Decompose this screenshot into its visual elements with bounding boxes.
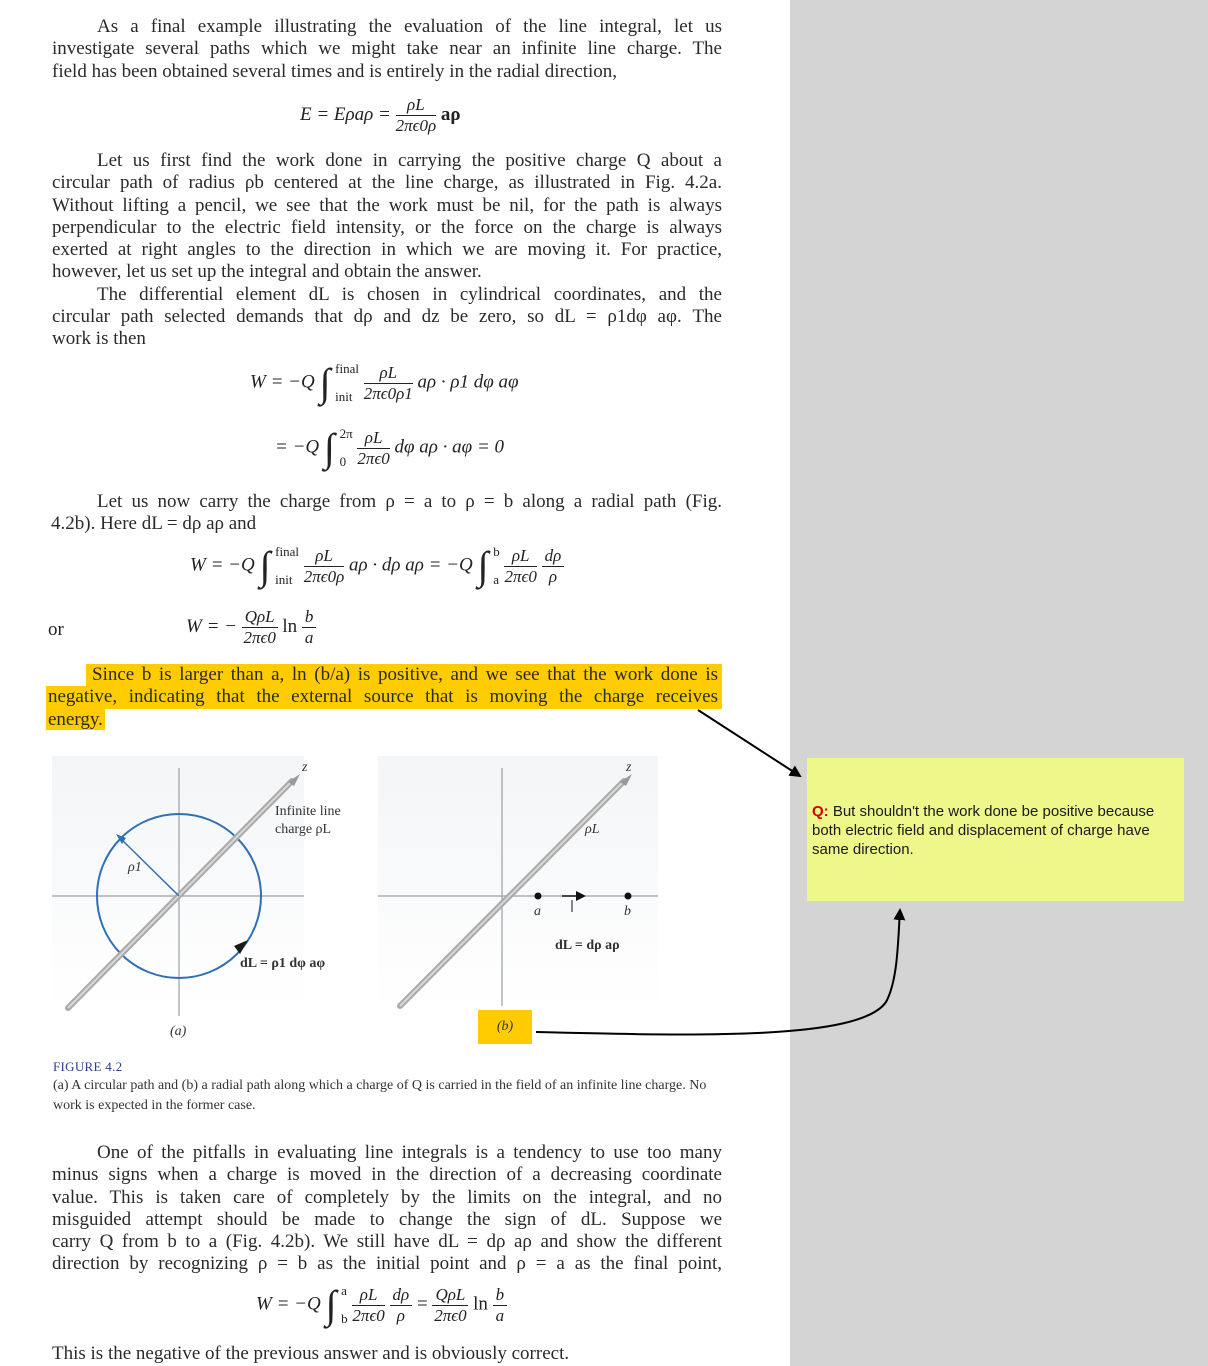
infinite-line-label: Infinite line [275, 804, 341, 819]
eq-fraction [242, 607, 278, 648]
text-line: carry Q from b to a (Fig. 4.2b). We still have dL = dρ aρ and show the different [52, 1231, 722, 1253]
equation-work-ln [186, 607, 316, 648]
dl-radial-label: dL = dρ aρ [555, 938, 620, 953]
text-line: 4.2b). Here dL = dρ aρ and [51, 513, 257, 535]
integral-sign: ∫ [323, 425, 335, 470]
text-line: exerted at right angles to the direction in which we are moving it. For practice, [52, 239, 722, 261]
annotation-side-panel [790, 0, 1208, 1366]
eq-lhs: = −Q [275, 436, 320, 458]
eq-den: a [495, 1305, 505, 1325]
equation-work-circular [250, 362, 519, 404]
note-question-label: Q: [812, 803, 829, 820]
upper-limit: final [335, 361, 359, 376]
eq-den: 2πϵ0ρ [395, 116, 437, 135]
highlighted-line: negative, indicating that the external source that is moving the charge receives [46, 686, 722, 708]
eq-den: 2πϵ0ρ1 [363, 383, 413, 403]
integral-limits [341, 1284, 348, 1326]
text-line: field has been obtained several times and is entirely in the radial direction, [52, 60, 618, 82]
text-line: investigate several paths which we might take near an infinite line charge. The [52, 38, 722, 60]
eq-lhs: W = −Q [190, 554, 255, 576]
text-line: Without lifting a pencil, we see that the work must be nil, for the path is always [52, 194, 722, 216]
eq-num: QρL [432, 1285, 468, 1306]
eq-fraction [357, 428, 389, 469]
lower-limit: init [335, 389, 353, 404]
sticky-note[interactable] [807, 758, 1184, 901]
paragraph-1 [52, 16, 722, 83]
eq-lhs: W = −Q [256, 1293, 321, 1315]
figure-caption-title: FIGURE 4.2 [53, 1059, 123, 1074]
paragraph-7 [52, 1343, 722, 1365]
eq-fraction [302, 607, 317, 648]
eq-den: 2πϵ0 [504, 566, 537, 586]
integral-limits [493, 545, 500, 587]
eq-den: a [304, 628, 314, 647]
text-line: however, let us set up the integral and obtain the answer. [52, 261, 482, 283]
figure-4-2 [52, 756, 722, 1048]
highlighted-paragraph [46, 664, 722, 731]
dl-arrowhead [576, 891, 586, 901]
panel-a-label: (a) [170, 1024, 187, 1039]
note-question-text: But shouldn't the work done be positive because both electric field and displacement of charge have same direction. [812, 803, 1155, 858]
eq-den: 2πϵ0 [357, 448, 390, 468]
text-line: misguided attempt should be made to change the sign of dL. Suppose we [52, 1208, 722, 1230]
point-b-dot [625, 893, 632, 900]
equation-work-circular-result [275, 427, 504, 469]
figure-caption-text: (a) A circular path and (b) a radial path along which a charge of Q is carried in the field of an infinite line charge. No work is expected in the former case. [53, 1078, 707, 1113]
equation-work-reverse [256, 1284, 507, 1326]
lower-limit: a [493, 572, 500, 587]
z-label-b: z [626, 760, 632, 775]
text-line: Let us first find the work done in carrying the positive charge Q about a [97, 150, 722, 171]
eq-num: ρL [357, 428, 389, 449]
line-charge-a-highlight [68, 781, 292, 1008]
integral-sign: ∫ [477, 543, 489, 588]
integral-sign: ∫ [325, 1282, 337, 1327]
eq-rhs: aρ [440, 103, 461, 125]
text-line: minus signs when a charge is moved in the direction of a decreasing coordinate [52, 1164, 722, 1186]
eq-fraction [504, 546, 536, 587]
eq-num: ρL [364, 363, 413, 384]
integral-limits [340, 427, 353, 469]
upper-limit: a [341, 1283, 347, 1298]
eq-fraction [352, 1285, 384, 1326]
sticky-note-text [812, 802, 1177, 859]
highlighted-line: Since b is larger than a, ln (b/a) is positive, and we see that the work done is [86, 664, 722, 686]
eq-fraction [493, 1285, 508, 1326]
text-line: circular path of radius ρb centered at the line charge, as illustrated in Fig. 4.2a. [52, 172, 722, 194]
paragraph-4 [52, 491, 722, 536]
line-charge-b-highlight [400, 781, 624, 1006]
eq-num: ρL [396, 95, 437, 116]
integral-sign: ∫ [319, 360, 331, 405]
eq-num: ρL [504, 546, 536, 567]
integral-limits [335, 362, 359, 404]
eq-den: 2πϵ0ρ [303, 566, 345, 586]
circle-arrowhead [234, 940, 248, 954]
eq-den: 2πϵ0 [434, 1305, 467, 1325]
z-label-a: z [302, 760, 308, 775]
text-line: circular path selected demands that dρ and dz be zero, so dL = ρ1dφ aφ. The [52, 306, 722, 328]
text-line: The differential element dL is chosen in cylindrical coordinates, and the [97, 283, 722, 305]
eq-ln: ln [282, 615, 298, 637]
eq-mid: aρ · dρ aρ = −Q [349, 554, 473, 576]
text-line: work is then [52, 328, 146, 350]
lower-limit: init [275, 572, 293, 587]
eq-fraction [542, 546, 565, 587]
lower-limit: b [341, 1311, 348, 1326]
upper-limit: b [493, 544, 500, 559]
upper-limit: final [275, 544, 299, 559]
eq-den: 2πϵ0 [352, 1305, 385, 1325]
point-a-dot [535, 893, 542, 900]
eq-fraction [396, 95, 437, 136]
eq-den: ρ [396, 1305, 405, 1325]
rho1-label: ρ1 [128, 860, 142, 875]
text-line: direction by recognizing ρ = b as the initial point and ρ = a as the final point, [52, 1253, 722, 1275]
point-b-label: b [624, 904, 631, 919]
eq-num: b [493, 1285, 508, 1306]
text-line: As a final example illustrating the evaluation of the line integral, let us [97, 16, 722, 37]
eq-den: 2πϵ0 [243, 628, 276, 647]
text-line: value. This is taken care of completely by the limits on the integral, and no [52, 1186, 722, 1208]
text-line: This is the negative of the previous answer and is obviously correct. [52, 1343, 570, 1364]
rhoL-label: ρL [585, 822, 600, 837]
eq-ln: ln [473, 1293, 488, 1315]
eq-num: b [302, 607, 317, 628]
paragraph-2 [52, 150, 722, 351]
text-line [46, 709, 722, 731]
charge-label: charge ρL [275, 822, 332, 837]
text-line: perpendicular to the electric field intensity, or the force on the charge is always [52, 216, 722, 238]
figure-drawing [52, 756, 722, 1048]
eq-fraction [364, 363, 413, 404]
or-label: or [48, 619, 64, 640]
eq-lhs: W = − [186, 615, 237, 637]
eq-lhs: E = Eρaρ = [300, 103, 391, 125]
point-a-label: a [534, 904, 541, 919]
eq-rhs: aρ · ρ1 dφ aφ [417, 371, 519, 393]
text-line: One of the pitfalls in evaluating line integrals is a tendency to use too many [97, 1142, 722, 1163]
eq-num: dρ [390, 1285, 413, 1306]
equation-field [300, 95, 461, 136]
integral-sign: ∫ [259, 543, 271, 588]
eq-fraction [304, 546, 345, 587]
eq-num: ρL [304, 546, 345, 567]
dl-circular-label: dL = ρ1 dφ aφ [240, 956, 326, 971]
upper-limit: 2π [339, 426, 353, 441]
panel-b-label: (b) [478, 1010, 532, 1044]
eq-fraction [432, 1285, 468, 1326]
lower-limit: 0 [339, 454, 347, 469]
eq-rhs: dφ aρ · aφ = 0 [394, 436, 505, 458]
eq-den: ρ [548, 566, 558, 586]
highlighted-word: energy. [48, 708, 103, 730]
eq-num: ρL [352, 1285, 384, 1306]
eq-equals: = [416, 1293, 428, 1315]
eq-num: dρ [542, 546, 565, 567]
eq-lhs: W = −Q [250, 371, 315, 393]
eq-num: QρL [242, 607, 278, 628]
text-line: Let us now carry the charge from ρ = a to ρ = b along a radial path (Fig. [97, 491, 722, 512]
paragraph-6 [52, 1142, 722, 1276]
eq-fraction [390, 1285, 413, 1326]
integral-limits [275, 545, 299, 587]
equation-work-radial [190, 545, 564, 587]
